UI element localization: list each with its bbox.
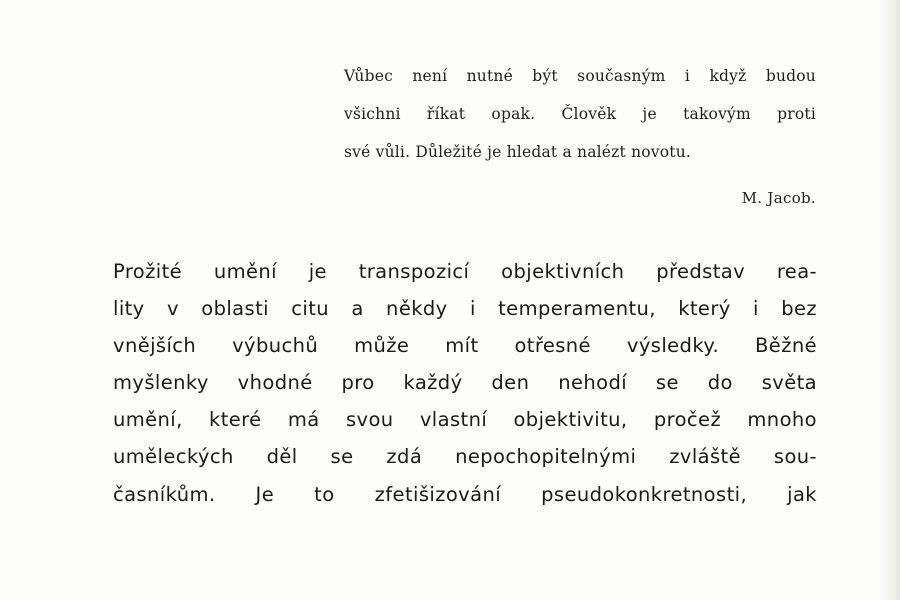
body-line: lity v oblasti citu a někdy i temperamentu, který i bez [113,297,817,321]
epigraph-line: všichni říkat opak. Člověk je takovým proti [344,105,816,123]
body-line: vnějších výbuchů může mít otřesné výsledky. Běžné [113,334,817,358]
body-paragraph [113,258,817,518]
body-line: uměleckých děl se zdá nepochopitelnými zvláště sou- [113,445,817,469]
epigraph-line: své vůli. Důležité je hledat a nalézt novotu. [344,143,692,161]
epigraph-attribution: M. Jacob. [741,189,816,207]
body-line: myšlenky vhodné pro každý den nehodí se do světa [113,371,817,395]
epigraph-line: Vůbec není nutné být současným i když budou [344,67,816,85]
page-edge-shadow [878,0,900,600]
body-line: umění, které má svou vlastní objektivitu, pročež mnoho [113,408,817,432]
body-line: časníkům. Je to zfetišizování pseudokonkretnosti, jak [113,482,817,506]
body-line: Prožité umění je transpozicí objektivních představ rea- [113,260,817,283]
epigraph [344,66,816,180]
